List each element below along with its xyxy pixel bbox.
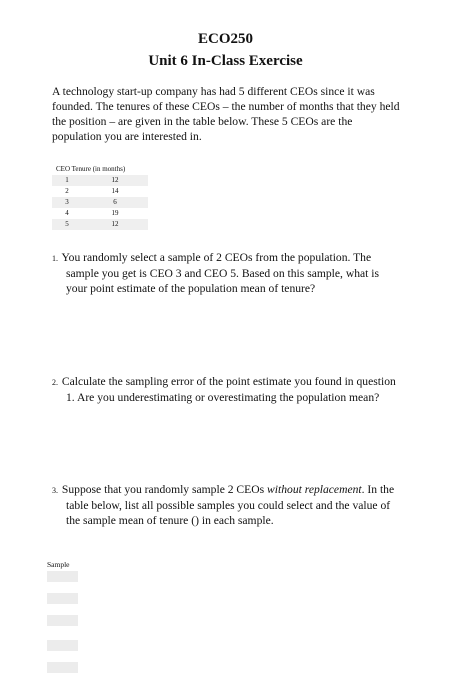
question-2-number: 2. (52, 378, 58, 387)
tenure-cell: 19 (111, 209, 119, 217)
question-3 (52, 482, 402, 528)
table-row (52, 219, 148, 230)
sample-row-box (47, 593, 78, 604)
sample-row-box (47, 571, 78, 582)
course-code-title: ECO250 (197, 31, 253, 47)
question-1-body (52, 250, 402, 296)
question-3-text-before: Suppose that you randomly sample 2 CEOs (61, 483, 268, 496)
sample-row-box (47, 662, 78, 673)
question-3-number: 3. (52, 486, 58, 495)
table-row (52, 197, 148, 208)
ceo-tenure-table (52, 164, 148, 230)
ceo-number-cell: 5 (52, 219, 82, 230)
sample-table-label: Sample (47, 560, 70, 569)
table-row (52, 208, 148, 219)
ceo-number-cell: 3 (52, 197, 82, 208)
tenure-cell: 12 (82, 219, 148, 230)
table-row (52, 175, 148, 186)
table-row (52, 186, 148, 197)
ceo-number-cell: 2 (65, 187, 69, 195)
question-1-text: You randomly select a sample of 2 CEOs from the population. The sample you get is CEO 3 and CEO 5. Based on this sample, what is your point estimate of the population mean of tenure? (61, 251, 379, 295)
ceo-number-cell: 4 (65, 209, 69, 217)
intro-paragraph: A technology start-up company has had 5 different CEOs since it was founded. The tenures of these CEOs – the number of months that they held the position – are given in the table below. These 5 CEOs are the population you are interested in. (52, 85, 400, 143)
question-3-body (52, 482, 402, 528)
question-1 (52, 250, 402, 296)
question-3-emphasis: without replacement (267, 483, 362, 496)
question-2-body (52, 374, 402, 405)
tenure-cell: 12 (82, 175, 148, 186)
ceo-table-header: CEO Tenure (in months) (56, 165, 126, 173)
question-1-number: 1. (52, 254, 58, 263)
ceo-number-cell: 1 (52, 175, 82, 186)
question-2 (52, 374, 402, 405)
question-3-text-after: . In the table below, list all possible samples you could select and the value of the sample mean of tenure () in each sample. (66, 483, 395, 527)
question-2-text: Calculate the sampling error of the point estimate you found in question 1. Are you underestimating or overestimating the population mean? (61, 375, 396, 404)
tenure-cell: 6 (82, 197, 148, 208)
sample-row-box (47, 615, 78, 626)
tenure-cell: 14 (111, 187, 119, 195)
sample-row-box (47, 640, 78, 651)
exercise-title: Unit 6 In-Class Exercise (148, 53, 303, 69)
